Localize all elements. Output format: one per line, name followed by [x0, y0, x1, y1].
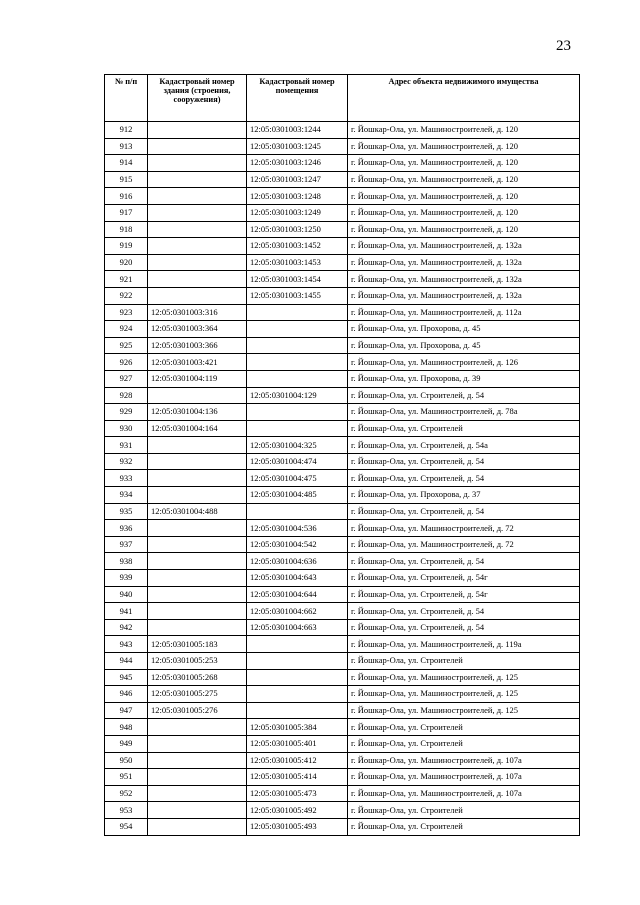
- premises-cadastral-number: 12:05:0301003:1246: [247, 155, 348, 172]
- table-row: [105, 354, 580, 371]
- premises-cadastral-number: [247, 420, 348, 437]
- premises-cadastral-number: 12:05:0301003:1250: [247, 221, 348, 238]
- premises-cadastral-number: 12:05:0301003:1452: [247, 238, 348, 255]
- property-address: г. Йошкар-Ола, ул. Строителей: [348, 735, 580, 752]
- premises-cadastral-number: 12:05:0301004:129: [247, 387, 348, 404]
- property-registry-table: [104, 74, 580, 836]
- building-cadastral-number: [148, 735, 247, 752]
- table-row: [105, 769, 580, 786]
- table-row: [105, 719, 580, 736]
- table-row: [105, 735, 580, 752]
- table-row: [105, 752, 580, 769]
- premises-cadastral-number: 12:05:0301003:1244: [247, 122, 348, 139]
- row-number: 916: [105, 188, 148, 205]
- premises-cadastral-number: 12:05:0301005:414: [247, 769, 348, 786]
- property-address: г. Йошкар-Ола, ул. Прохорова, д. 45: [348, 321, 580, 338]
- premises-cadastral-number: 12:05:0301004:636: [247, 553, 348, 570]
- row-number: 945: [105, 669, 148, 686]
- building-cadastral-number: [148, 586, 247, 603]
- property-address: г. Йошкар-Ола, ул. Машиностроителей, д. 119а: [348, 636, 580, 653]
- row-number: 951: [105, 769, 148, 786]
- premises-cadastral-number: 12:05:0301005:493: [247, 818, 348, 835]
- header-row: [105, 75, 580, 122]
- row-number: 944: [105, 653, 148, 670]
- building-cadastral-number: [148, 122, 247, 139]
- table-row: [105, 287, 580, 304]
- premises-cadastral-number: 12:05:0301003:1248: [247, 188, 348, 205]
- building-cadastral-number: 12:05:0301003:421: [148, 354, 247, 371]
- property-address: г. Йошкар-Ола, ул. Строителей: [348, 719, 580, 736]
- property-address: г. Йошкар-Ола, ул. Строителей, д. 54г: [348, 586, 580, 603]
- premises-cadastral-number: [247, 702, 348, 719]
- table-row: [105, 520, 580, 537]
- building-cadastral-number: 12:05:0301005:276: [148, 702, 247, 719]
- premises-cadastral-number: [247, 337, 348, 354]
- property-address: г. Йошкар-Ола, ул. Строителей: [348, 420, 580, 437]
- building-cadastral-number: [148, 254, 247, 271]
- premises-cadastral-number: 12:05:0301003:1249: [247, 204, 348, 221]
- row-number: 912: [105, 122, 148, 139]
- premises-cadastral-number: 12:05:0301003:1454: [247, 271, 348, 288]
- row-number: 937: [105, 536, 148, 553]
- row-number: 941: [105, 603, 148, 620]
- row-number: 921: [105, 271, 148, 288]
- row-number: 929: [105, 404, 148, 421]
- row-number: 922: [105, 287, 148, 304]
- property-address: г. Йошкар-Ола, ул. Машиностроителей, д. 120: [348, 138, 580, 155]
- building-cadastral-number: [148, 520, 247, 537]
- table-row: [105, 337, 580, 354]
- table-header: [105, 75, 580, 122]
- row-number: 935: [105, 503, 148, 520]
- row-number: 939: [105, 570, 148, 587]
- building-cadastral-number: [148, 221, 247, 238]
- property-address: г. Йошкар-Ола, ул. Строителей, д. 54: [348, 387, 580, 404]
- premises-cadastral-number: 12:05:0301004:662: [247, 603, 348, 620]
- premises-cadastral-number: 12:05:0301004:485: [247, 487, 348, 504]
- table-row: [105, 503, 580, 520]
- table-row: [105, 138, 580, 155]
- row-number: 917: [105, 204, 148, 221]
- row-number: 952: [105, 785, 148, 802]
- table-row: [105, 802, 580, 819]
- premises-cadastral-number: 12:05:0301003:1455: [247, 287, 348, 304]
- building-cadastral-number: [148, 785, 247, 802]
- header-row-number: № п/п: [105, 75, 148, 122]
- premises-cadastral-number: [247, 636, 348, 653]
- row-number: 950: [105, 752, 148, 769]
- property-address: г. Йошкар-Ола, ул. Машиностроителей, д. 120: [348, 171, 580, 188]
- row-number: 934: [105, 487, 148, 504]
- table-row: [105, 669, 580, 686]
- premises-cadastral-number: 12:05:0301003:1453: [247, 254, 348, 271]
- building-cadastral-number: 12:05:0301003:366: [148, 337, 247, 354]
- row-number: 940: [105, 586, 148, 603]
- premises-cadastral-number: [247, 503, 348, 520]
- row-number: 915: [105, 171, 148, 188]
- building-cadastral-number: 12:05:0301004:164: [148, 420, 247, 437]
- premises-cadastral-number: [247, 653, 348, 670]
- premises-cadastral-number: [247, 370, 348, 387]
- row-number: 919: [105, 238, 148, 255]
- property-address: г. Йошкар-Ола, ул. Машиностроителей, д. 120: [348, 155, 580, 172]
- building-cadastral-number: 12:05:0301005:268: [148, 669, 247, 686]
- row-number: 925: [105, 337, 148, 354]
- property-address: г. Йошкар-Ола, ул. Машиностроителей, д. 120: [348, 188, 580, 205]
- premises-cadastral-number: [247, 404, 348, 421]
- premises-cadastral-number: 12:05:0301005:401: [247, 735, 348, 752]
- table-row: [105, 818, 580, 835]
- row-number: 938: [105, 553, 148, 570]
- property-address: г. Йошкар-Ола, ул. Машиностроителей, д. 132а: [348, 254, 580, 271]
- table-row: [105, 536, 580, 553]
- premises-cadastral-number: 12:05:0301005:473: [247, 785, 348, 802]
- table-row: [105, 238, 580, 255]
- building-cadastral-number: [148, 204, 247, 221]
- row-number: 936: [105, 520, 148, 537]
- premises-cadastral-number: 12:05:0301004:325: [247, 437, 348, 454]
- table-row: [105, 470, 580, 487]
- premises-cadastral-number: 12:05:0301005:492: [247, 802, 348, 819]
- row-number: 933: [105, 470, 148, 487]
- property-address: г. Йошкар-Ола, ул. Машиностроителей, д. 132а: [348, 238, 580, 255]
- table-row: [105, 437, 580, 454]
- row-number: 943: [105, 636, 148, 653]
- table-row: [105, 686, 580, 703]
- row-number: 947: [105, 702, 148, 719]
- property-address: г. Йошкар-Ола, ул. Машиностроителей, д. 120: [348, 122, 580, 139]
- building-cadastral-number: [148, 453, 247, 470]
- premises-cadastral-number: 12:05:0301004:542: [247, 536, 348, 553]
- building-cadastral-number: [148, 287, 247, 304]
- row-number: 918: [105, 221, 148, 238]
- header-property-address: Адрес объекта недвижимого имущества: [348, 75, 580, 122]
- premises-cadastral-number: [247, 354, 348, 371]
- table-row: [105, 155, 580, 172]
- row-number: 920: [105, 254, 148, 271]
- property-address: г. Йошкар-Ола, ул. Машиностроителей, д. 132а: [348, 271, 580, 288]
- table-row: [105, 702, 580, 719]
- premises-cadastral-number: [247, 686, 348, 703]
- premises-cadastral-number: 12:05:0301004:474: [247, 453, 348, 470]
- header-building-cadastral-number: Кадастровый номер здания (строения, сооружения): [148, 75, 247, 122]
- property-address: г. Йошкар-Ола, ул. Машиностроителей, д. 72: [348, 536, 580, 553]
- row-number: 948: [105, 719, 148, 736]
- row-number: 954: [105, 818, 148, 835]
- table-row: [105, 586, 580, 603]
- table-row: [105, 453, 580, 470]
- row-number: 932: [105, 453, 148, 470]
- table-row: [105, 570, 580, 587]
- building-cadastral-number: [148, 387, 247, 404]
- property-address: г. Йошкар-Ола, ул. Машиностроителей, д. 125: [348, 669, 580, 686]
- building-cadastral-number: [148, 603, 247, 620]
- page-number: 23: [556, 38, 571, 54]
- premises-cadastral-number: 12:05:0301004:536: [247, 520, 348, 537]
- property-address: г. Йошкар-Ола, ул. Машиностроителей, д. 112а: [348, 304, 580, 321]
- row-number: 914: [105, 155, 148, 172]
- building-cadastral-number: [148, 769, 247, 786]
- premises-cadastral-number: 12:05:0301004:663: [247, 619, 348, 636]
- property-address: г. Йошкар-Ола, ул. Машиностроителей, д. 120: [348, 221, 580, 238]
- property-address: г. Йошкар-Ола, ул. Строителей, д. 54а: [348, 437, 580, 454]
- building-cadastral-number: [148, 470, 247, 487]
- building-cadastral-number: 12:05:0301003:364: [148, 321, 247, 338]
- premises-cadastral-number: 12:05:0301005:384: [247, 719, 348, 736]
- table-row: [105, 636, 580, 653]
- building-cadastral-number: [148, 619, 247, 636]
- building-cadastral-number: [148, 188, 247, 205]
- table-row: [105, 204, 580, 221]
- row-number: 930: [105, 420, 148, 437]
- property-address: г. Йошкар-Ола, ул. Машиностроителей, д. 125: [348, 686, 580, 703]
- building-cadastral-number: [148, 271, 247, 288]
- table-row: [105, 619, 580, 636]
- table-row: [105, 420, 580, 437]
- property-address: г. Йошкар-Ола, ул. Строителей: [348, 802, 580, 819]
- row-number: 927: [105, 370, 148, 387]
- table-row: [105, 553, 580, 570]
- row-number: 946: [105, 686, 148, 703]
- premises-cadastral-number: 12:05:0301004:643: [247, 570, 348, 587]
- property-address: г. Йошкар-Ола, ул. Строителей, д. 54: [348, 603, 580, 620]
- building-cadastral-number: 12:05:0301003:316: [148, 304, 247, 321]
- table-row: [105, 122, 580, 139]
- property-address: г. Йошкар-Ола, ул. Строителей: [348, 818, 580, 835]
- row-number: 949: [105, 735, 148, 752]
- property-address: г. Йошкар-Ола, ул. Прохорова, д. 37: [348, 487, 580, 504]
- table-row: [105, 221, 580, 238]
- table-row: [105, 653, 580, 670]
- property-address: г. Йошкар-Ола, ул. Строителей, д. 54: [348, 619, 580, 636]
- row-number: 913: [105, 138, 148, 155]
- building-cadastral-number: [148, 487, 247, 504]
- premises-cadastral-number: [247, 304, 348, 321]
- property-address: г. Йошкар-Ола, ул. Строителей: [348, 653, 580, 670]
- building-cadastral-number: [148, 553, 247, 570]
- table-row: [105, 254, 580, 271]
- table-row: [105, 603, 580, 620]
- property-address: г. Йошкар-Ола, ул. Прохорова, д. 45: [348, 337, 580, 354]
- premises-cadastral-number: 12:05:0301004:644: [247, 586, 348, 603]
- premises-cadastral-number: 12:05:0301003:1245: [247, 138, 348, 155]
- property-address: г. Йошкар-Ола, ул. Машиностроителей, д. 72: [348, 520, 580, 537]
- property-address: г. Йошкар-Ола, ул. Машиностроителей, д. 132а: [348, 287, 580, 304]
- property-address: г. Йошкар-Ола, ул. Строителей, д. 54: [348, 503, 580, 520]
- building-cadastral-number: 12:05:0301005:183: [148, 636, 247, 653]
- row-number: 931: [105, 437, 148, 454]
- table-row: [105, 785, 580, 802]
- property-address: г. Йошкар-Ола, ул. Машиностроителей, д. 107а: [348, 752, 580, 769]
- property-address: г. Йошкар-Ола, ул. Машиностроителей, д. 126: [348, 354, 580, 371]
- table-row: [105, 487, 580, 504]
- table-row: [105, 370, 580, 387]
- building-cadastral-number: [148, 570, 247, 587]
- row-number: 928: [105, 387, 148, 404]
- building-cadastral-number: [148, 238, 247, 255]
- property-address: г. Йошкар-Ола, ул. Строителей, д. 54: [348, 453, 580, 470]
- building-cadastral-number: [148, 155, 247, 172]
- row-number: 942: [105, 619, 148, 636]
- building-cadastral-number: 12:05:0301004:136: [148, 404, 247, 421]
- property-address: г. Йошкар-Ола, ул. Машиностроителей, д. 107а: [348, 785, 580, 802]
- row-number: 924: [105, 321, 148, 338]
- table-row: [105, 304, 580, 321]
- row-number: 953: [105, 802, 148, 819]
- row-number: 923: [105, 304, 148, 321]
- property-address: г. Йошкар-Ола, ул. Машиностроителей, д. 125: [348, 702, 580, 719]
- property-address: г. Йошкар-Ола, ул. Строителей, д. 54: [348, 470, 580, 487]
- building-cadastral-number: [148, 802, 247, 819]
- building-cadastral-number: 12:05:0301005:275: [148, 686, 247, 703]
- building-cadastral-number: 12:05:0301005:253: [148, 653, 247, 670]
- premises-cadastral-number: 12:05:0301003:1247: [247, 171, 348, 188]
- building-cadastral-number: 12:05:0301004:119: [148, 370, 247, 387]
- property-address: г. Йошкар-Ола, ул. Строителей, д. 54г: [348, 570, 580, 587]
- premises-cadastral-number: 12:05:0301005:412: [247, 752, 348, 769]
- premises-cadastral-number: 12:05:0301004:475: [247, 470, 348, 487]
- row-number: 926: [105, 354, 148, 371]
- premises-cadastral-number: [247, 669, 348, 686]
- building-cadastral-number: [148, 536, 247, 553]
- table-body: [105, 122, 580, 836]
- building-cadastral-number: [148, 719, 247, 736]
- property-address: г. Йошкар-Ола, ул. Строителей, д. 54: [348, 553, 580, 570]
- building-cadastral-number: [148, 752, 247, 769]
- premises-cadastral-number: [247, 321, 348, 338]
- table-row: [105, 271, 580, 288]
- building-cadastral-number: [148, 171, 247, 188]
- table-row: [105, 188, 580, 205]
- header-premises-cadastral-number: Кадастровый номер помещения: [247, 75, 348, 122]
- property-address: г. Йошкар-Ола, ул. Машиностроителей, д. 78а: [348, 404, 580, 421]
- building-cadastral-number: [148, 138, 247, 155]
- table-row: [105, 321, 580, 338]
- property-address: г. Йошкар-Ола, ул. Прохорова, д. 39: [348, 370, 580, 387]
- property-address: г. Йошкар-Ола, ул. Машиностроителей, д. 120: [348, 204, 580, 221]
- building-cadastral-number: [148, 437, 247, 454]
- property-address: г. Йошкар-Ола, ул. Машиностроителей, д. 107а: [348, 769, 580, 786]
- table-row: [105, 387, 580, 404]
- building-cadastral-number: [148, 818, 247, 835]
- table-row: [105, 404, 580, 421]
- building-cadastral-number: 12:05:0301004:488: [148, 503, 247, 520]
- table-row: [105, 171, 580, 188]
